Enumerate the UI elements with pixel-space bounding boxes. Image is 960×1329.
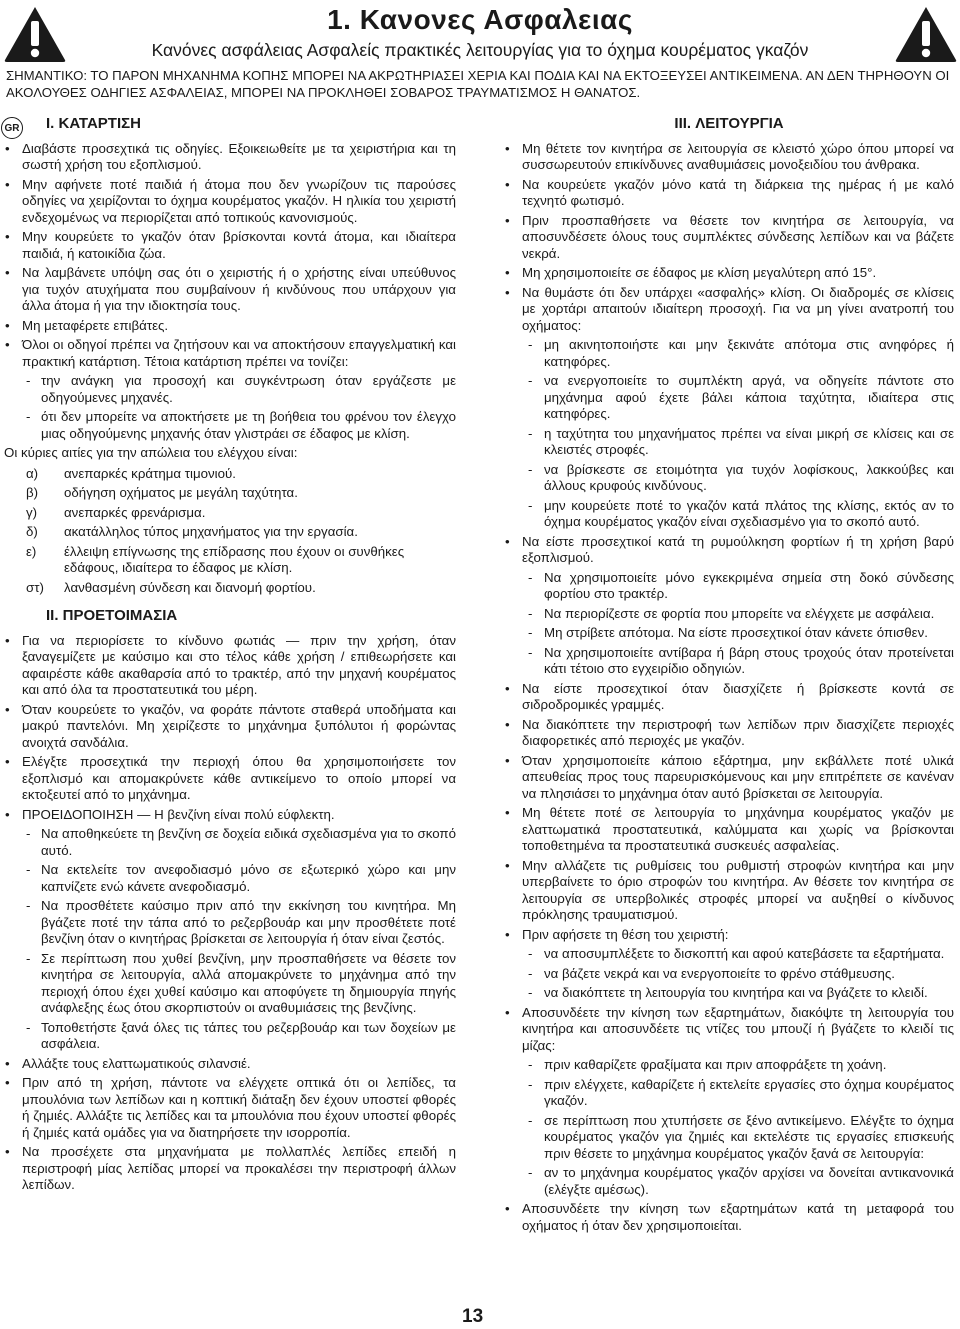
sub-list-item: - να ενεργοποιείτε το συμπλέκτη αργά, να οδηγείτε πάντοτε στο μηχάνημα αφού έχετε βάλει κάποια ταχύτητα, ιδιαίτερα στις κατηφόρες. xyxy=(504,373,954,423)
sub-list-item: - ότι δεν μπορείτε να αποκτήσετε με τη βοήθεια του φρένου τον έλεγχο μιας οδηγούμενης μηχανής όταν γλιστράει σε έδαφος με κλίση. xyxy=(4,409,456,442)
important-warning: ΣΗΜΑΝΤΙΚΟ: ΤΟ ΠΑΡΟΝ ΜΗΧΑΝΗΜΑ ΚΟΠΗΣ ΜΠΟΡΕΙ ΝΑ ΑΚΡΩΤΗΡΙΑΣΕΙ ΧΕΡΙΑ ΚΑΙ ΠΟΔΙΑ ΚΑΙ ΝΑ ΕΚΤΟΞΕΥΣΕΙ ΑΝΤΙΚΕΙΜΕΝΑ. ΑΝ ΔΕΝ ΤΗΡΗΘΟΥΝ ΟΙ ΑΚΟΛΟΥΘΕΣ ΟΔΗΓΙΕΣ ΑΣΦΑΛΕΙΑΣ, ΜΠΟΡΕΙ ΝΑ ΠΡΟΚΛΗΘΕΙ ΣΟΒΑΡΟΣ ΤΡΑΥΜΑΤΙΣΜΟΣ Η ΘΑΝΑΤΟΣ. xyxy=(6,68,950,100)
list-item: • Να κουρεύετε γκαζόν μόνο κατά τη διάρκεια της ημέρας ή με καλό τεχνητό φωτισμό. xyxy=(504,177,954,210)
left-column xyxy=(4,116,456,1197)
sub-list-item: - σε περίπτωση που χτυπήσετε σε ξένο αντικείμενο. Ελέγξτε το όχημα κουρέματος γκαζόν για ζημιές και εκτελέστε τις εργασίες επισκευής πριν θέσετε το μηχάνημα κουρέματος γκαζόν ξανά σε λειτουργία: xyxy=(504,1113,954,1163)
preparation-list xyxy=(4,633,456,1194)
list-item: • Να λαμβάνετε υπόψη σας ότι ο χειριστής ή ο χρήστης είναι υπεύθυνος για τυχόν ατυχήματα που συμβαίνουν ή κινδύνους που υπάρχουν για άλλα άτομα ή για την ιδιοκτησία τους. xyxy=(4,265,456,315)
sub-list-item: - να διακόπτετε τη λειτουργία του κινητήρα και να βγάζετε το κλειδί. xyxy=(504,985,954,1002)
sub-list-item: - Να χρησιμοποιείτε αντίβαρα ή βάρη στους τροχούς όταν προτείνεται κάτι τέτοιο στο εγχειρίδιο οδηγιών. xyxy=(504,645,954,678)
list-text: έλλειψη επίγνωσης της επίδρασης που έχουν οι συνθήκες εδάφους, ιδιαίτερα το έδαφος με κλίση. xyxy=(64,543,405,575)
list-item: • Μη θέτετε ποτέ σε λειτουργία το μηχάνημα κουρέματος γκαζόν με ελαττωματικά προστατευτικά, καλύμματα και χωρίς να βρίσκονται τοποθετημένα τα προστατευτικά συσκευές ασφαλείας. xyxy=(504,805,954,855)
page-number: 13 xyxy=(462,1306,484,1327)
list-item: • Μη μεταφέρετε επιβάτες. xyxy=(4,318,456,335)
list-item: • Να διακόπτετε την περιστροφή των λεπίδων πριν διασχίζετε περιοχές διαφορετικές από περιοχές με γκαζόν. xyxy=(504,717,954,750)
section-heading-operation: III. ΛΕΙΤΟΥΡΓΙΑ xyxy=(674,115,784,132)
list-label: β) xyxy=(26,485,39,500)
list-text: ανεπαρκές κράτημα τιμονιού. xyxy=(64,465,236,481)
list-label: γ) xyxy=(26,504,38,520)
list-text: λανθασμένη σύνδεση και διανομή φορτίου. xyxy=(64,579,316,595)
list-text: ανεπαρκές φρενάρισμα. xyxy=(64,504,206,520)
list-item: • Μη χρησιμοποιείτε σε έδαφος με κλίση μεγαλύτερη από 15°. xyxy=(504,265,954,282)
training-list xyxy=(4,141,456,443)
list-item xyxy=(4,505,456,522)
sub-list-item: - να βρίσκεστε σε ετοιμότητα για τυχόν λοφίσκους, λακκούβες και άλλους κρυφούς κινδύνους. xyxy=(504,462,954,495)
list-item: • Μην αλλάζετε τις ρυθμίσεις του ρυθμιστή στροφών κινητήρα και μην υπερβαίνετε το όριο στροφών του κινητήρα. Αν θέσετε τον κινητήρα σε λειτουργία σε υπερβολικές στροφές μπορεί να αυξηθεί ο κίνδυνος πρόκλησης τραυματισμού. xyxy=(504,858,954,924)
list-item: • Για να περιορίσετε το κίνδυνο φωτιάς — πριν την χρήση, όταν ξαναγεμίζετε με καύσιμο και στο τέλος κάθε χρήση / επιθεωρήσετε και αφαιρέστε κάθε ακαθαρσία από το τρακτέρ, από την μηχανή κουρέματος και από όλα τα προστατευτικά του μέρη. xyxy=(4,633,456,699)
sub-list-item: - πριν ελέγχετε, καθαρίζετε ή εκτελείτε εργασίες στο όχημα κουρέματος γκαζόν. xyxy=(504,1077,954,1110)
list-item: • Μην κουρεύετε το γκαζόν όταν βρίσκονται κοντά άτομα, και ιδιαίτερα παιδιά, ή κατοικίδια ζώα. xyxy=(4,229,456,262)
list-item xyxy=(4,544,456,577)
sub-list-item: - Σε περίπτωση που χυθεί βενζίνη, μην προσπαθήσετε να θέσετε τον κινητήρα σε λειτουργία, αλλά απομακρύνετε το μηχάνημα από την περιοχή όπου έχει χυθεί καύσιμο και αποφύγετε τη δημιουργία πηγής ανάφλεξης έως ότου σκορπιστούν οι αναθυμιάσεις της βενζίνης. xyxy=(4,951,456,1017)
list-item xyxy=(4,466,456,483)
section-heading-preparation: II. ΠΡΟΕΤΟΙΜΑΣΙΑ xyxy=(46,607,178,624)
sub-list-item: - να βάζετε νεκρά και να ενεργοποιείτε το φρένο στάθμευσης. xyxy=(504,966,954,983)
list-label: στ) xyxy=(26,579,44,595)
list-item: • Να είστε προσεχτικοί κατά τη ρυμούλκηση φορτίων ή τη χρήση βαρύ εξοπλισμού. xyxy=(504,534,954,567)
list-item: • Διαβάστε προσεχτικά τις οδηγίες. Εξοικειωθείτε με τα χειριστήρια και τη σωστή χρήση του εξοπλισμού. xyxy=(4,141,456,174)
section-heading-training: I. ΚΑΤΑΡΤΙΣΗ xyxy=(46,115,141,132)
list-text: οδήγηση οχήματος με μεγάλη ταχύτητα. xyxy=(64,485,298,500)
sub-list-item: - Να χρησιμοποιείτε μόνο εγκεκριμένα σημεία στη δοκό σύνδεσης φορτίου στο τρακτέρ. xyxy=(504,570,954,603)
list-item: • Όταν κουρεύετε το γκαζόν, να φοράτε πάντοτε σταθερά υποδήματα και μακρύ παντελόνι. Μη χειρίζεστε το μηχάνημα ξυπόλυτοι ή φορώντας ανοιχτά σανδάλια. xyxy=(4,702,456,752)
sub-list-item: - η ταχύτητα του μηχανήματος πρέπει να είναι μικρή σε κλίσεις και σε κλειστές στροφές. xyxy=(504,426,954,459)
list-item xyxy=(4,485,456,502)
causes-list xyxy=(4,466,456,597)
list-item xyxy=(4,524,456,541)
list-item: • Όλοι οι οδηγοί πρέπει να ζητήσουν και να αποκτήσουν επαγγελματική και πρακτική κατάρτιση. Τέτοια κατάρτιση πρέπει να τονίζει: xyxy=(4,337,456,370)
list-item: • ΠΡΟΕΙΔΟΠΟΙΗΣΗ — Η βενζίνη είναι πολύ εύφλεκτη. xyxy=(4,807,456,824)
sub-list-item: - Να προσθέτετε καύσιμο πριν από την εκκίνηση του κινητήρα. Μη βγάζετε ποτέ την τάπα από το ρεζερβουάρ και μην προσθέτετε ποτέ βενζίνη όταν ο κινητήρας βρίσκεται σε λειτουργία ή όταν είναι ζεστός. xyxy=(4,898,456,948)
list-item: • Αποσυνδέετε την κίνηση των εξαρτημάτων, διακόψτε τη λειτουργία του κινητήρα και αποσυνδέετε τις ντίζες του μπουζί ή βγάζετε το κλειδί τις μίζας: xyxy=(504,1005,954,1055)
sub-list-item: - την ανάγκη για προσοχή και συγκέντρωση όταν εργάζεστε με οδηγούμενες μηχανές. xyxy=(4,373,456,406)
sub-list-item: - πριν καθαρίζετε φραξίματα και πριν αποφράξετε τη χοάνη. xyxy=(504,1057,954,1074)
right-column xyxy=(504,116,954,1237)
list-item: • Να προσέχετε στα μηχανήματα με πολλαπλές λεπίδες επειδή η περιστροφή μίας λεπίδας μπορεί να προκαλέσει την περιστροφή άλλων λεπίδων. xyxy=(4,1144,456,1194)
list-label: δ) xyxy=(26,524,38,539)
page-subtitle: Κανόνες ασφάλειας Ασφαλείς πρακτικές λειτουργίας για το όχημα κουρέματος γκαζόν xyxy=(151,40,809,60)
sub-list-item: - Να περιορίζεστε σε φορτία που μπορείτε να ελέγχετε με ασφάλεια. xyxy=(504,606,954,623)
sub-list-item: - μη ακινητοποιήστε και μην ξεκινάτε απότομα στις ανηφόρες ή κατηφόρες. xyxy=(504,337,954,370)
list-item: • Πριν αφήσετε τη θέση του χειριστή: xyxy=(504,927,954,944)
list-item: • Πριν προσπαθήσετε να θέσετε τον κινητήρα σε λειτουργία, να αποσυνδέσετε όλους τους συμπλέκτες σύνδεσης λεπίδων και να βάζετε νεκρά. xyxy=(504,213,954,263)
list-item: • Αλλάξτε τους ελαττωματικούς σιλανσιέ. xyxy=(4,1056,456,1073)
list-item: • Μην αφήνετε ποτέ παιδιά ή άτομα που δεν γνωρίζουν τις παρούσες οδηγίες να χειρίζονται το όχημα κουρέματος γκαζόν. Η ηλικία του χειριστή ενδεχομένως να περιορίζεται από τοπικούς κανονισμούς. xyxy=(4,177,456,227)
language-badge: GR xyxy=(1,117,23,139)
sub-list-item: - Τοποθετήστε ξανά όλες τις τάπες του ρεζερβουάρ και των δοχείων με ασφάλεια. xyxy=(4,1020,456,1053)
list-item: • Ελέγξτε προσεχτικά την περιοχή όπου θα χρησιμοποιήσετε τον εξοπλισμό και απομακρύνετε κάθε αντικείμενο το οποίο μπορεί να εκτοξευτεί από το μηχάνημα. xyxy=(4,754,456,804)
list-label: ε) xyxy=(26,543,37,559)
list-item: • Αποσυνδέετε την κίνηση των εξαρτημάτων κατά τη μεταφορά του οχήματος ή όταν δεν χρησιμοποιείται. xyxy=(504,1201,954,1234)
sub-list-item: - Να εκτελείτε τον ανεφοδιασμό μόνο σε εξωτερικό χώρο και μην καπνίζετε ενώ κάνετε ανεφοδιασμό. xyxy=(4,862,456,895)
sub-list-item: - Να αποθηκεύετε τη βενζίνη σε δοχεία ειδικά σχεδιασμένα για το σκοπό αυτό. xyxy=(4,826,456,859)
operation-list xyxy=(504,141,954,1235)
list-item: • Να θυμάστε ότι δεν υπάρχει «ασφαλής» κλίση. Οι διαδρομές σε κλίσεις με χορτάρι απαιτούν ιδιαίτερη προσοχή. Για να μη γίνει ανατροπή του οχήματος: xyxy=(504,285,954,335)
causes-intro: Οι κύριες αιτίες για την απώλεια του ελέγχου είναι: xyxy=(4,445,298,460)
list-text: ακατάλληλος τύπος μηχανήματος για την εργασία. xyxy=(64,524,358,539)
list-label: α) xyxy=(26,465,39,481)
page-title: 1. Κανονες Ασφαλειας xyxy=(327,4,633,35)
list-item: • Πριν από τη χρήση, πάντοτε να ελέγχετε οπτικά ότι οι λεπίδες, τα μπουλόνια των λεπίδων και η κοπτική διάταξη δεν έχουν υποστεί φθορές ή ζημιές. Αλλάξτε τις λεπίδες και τα μπουλόνια που έχουν υποστεί φθορές ή ζημιές κατά ομάδες για να διατηρήσετε την ισορροπία. xyxy=(4,1075,456,1141)
sub-list-item: - αν το μηχάνημα κουρέματος γκαζόν αρχίσει να δονείται αντικανονικά (ελέγξτε αμέσως). xyxy=(504,1165,954,1198)
list-item: • Να είστε προσεχτικοί όταν διασχίζετε ή βρίσκεστε κοντά σε σιδροδρομικές γραμμές. xyxy=(504,681,954,714)
list-item xyxy=(4,580,456,597)
list-item: • Μη θέτετε τον κινητήρα σε λειτουργία σε κλειστό χώρο όπου μπορεί να συσσωρευτούν επικίνδυνες αναθυμιάσεις μονοξειδίου του άνθρακα. xyxy=(504,141,954,174)
sub-list-item: - Μη στρίβετε απότομα. Να είστε προσεχτικοί όταν κάνετε όπισθεν. xyxy=(504,625,954,642)
sub-list-item: - να αποσυμπλέξετε το δισκοπτή και αφού κατεβάσετε τα εξαρτήματα. xyxy=(504,946,954,963)
list-item: • Όταν χρησιμοποιείτε κάποιο εξάρτημα, μην εκβάλλετε ποτέ υλικά απευθείας προς τους παρευρισκόμενους και μην επιτρέπετε σε κανέναν να πλησιάσει το μηχάνημα όταν αυτό βρίσκεται σε λειτουργία. xyxy=(504,753,954,803)
sub-list-item: - μην κουρεύετε ποτέ το γκαζόν κατά πλάτος της κλίσης, εκτός αν το όχημα κουρέματος γκαζόν είναι σχεδιασμένο για το σκοπό αυτό. xyxy=(504,498,954,531)
